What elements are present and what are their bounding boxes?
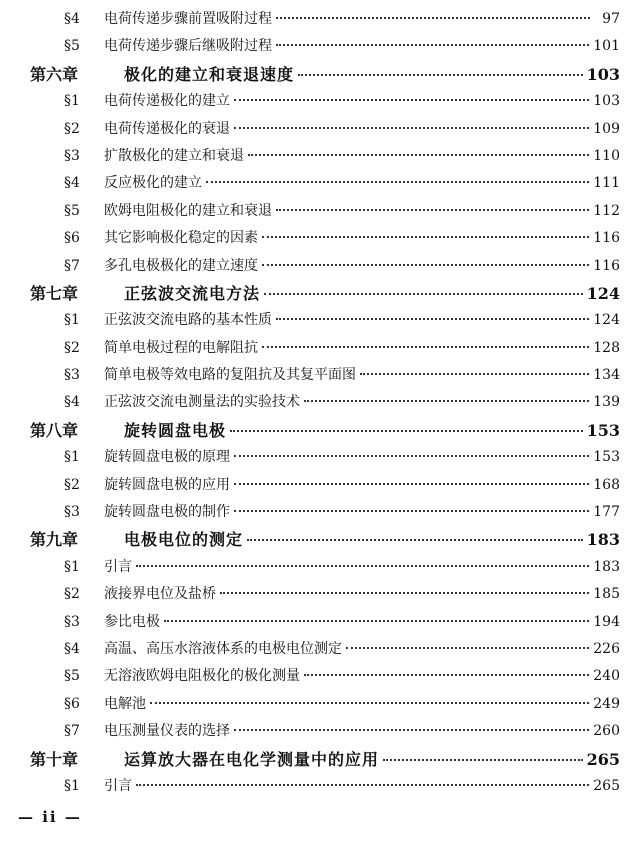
dot-leader <box>234 729 589 731</box>
toc-section-row <box>30 773 620 800</box>
section-title: 多孔电极极化的建立速度 <box>104 257 258 274</box>
page-number: 103 <box>586 64 620 84</box>
section-number: §7 <box>64 723 80 740</box>
section-number: §1 <box>64 558 80 575</box>
page-number: 103 <box>593 93 620 110</box>
section-number: §4 <box>64 394 80 411</box>
section-number: §1 <box>64 777 80 794</box>
toc-section-row <box>30 33 620 60</box>
page-number: 116 <box>593 257 620 274</box>
section-title: 扩散极化的建立和衰退 <box>104 147 244 164</box>
chapter-title: 运算放大器在电化学测量中的应用 <box>124 749 380 769</box>
dot-leader <box>276 209 589 211</box>
page-number-footer: — ii — <box>18 808 82 826</box>
page-number: 139 <box>593 394 620 411</box>
toc-section-row <box>30 307 620 334</box>
section-title: 电荷传递步骤前置吸附过程 <box>104 11 272 27</box>
dot-leader <box>304 674 589 676</box>
section-number: §3 <box>64 613 80 630</box>
dot-leader <box>264 293 583 295</box>
section-title: 高温、高压水溶液体系的电极电位测定 <box>104 640 342 657</box>
toc-chapter-row <box>30 746 620 773</box>
dot-leader <box>136 784 589 786</box>
toc-section-row <box>30 472 620 499</box>
toc-section-row <box>30 554 620 581</box>
section-number: §2 <box>64 339 80 356</box>
page-number: 111 <box>593 175 620 192</box>
chapter-title: 正弦波交流电方法 <box>124 283 261 303</box>
dot-leader <box>234 455 589 457</box>
toc-section-row <box>30 335 620 362</box>
section-title: 参比电极 <box>104 613 160 630</box>
page-number: 260 <box>593 723 620 740</box>
toc-section-row <box>30 499 620 526</box>
page-number: 177 <box>593 504 620 521</box>
dot-leader <box>298 74 583 76</box>
section-title: 引言 <box>104 558 132 575</box>
page-number: 116 <box>593 230 620 247</box>
dot-leader <box>276 44 589 46</box>
dot-leader <box>276 17 590 19</box>
toc-section-row <box>30 663 620 690</box>
page-number: 249 <box>593 695 620 712</box>
toc-chapter-row <box>30 61 620 88</box>
toc-section-row <box>30 198 620 225</box>
toc-section-row <box>30 116 620 143</box>
toc-section-row <box>30 362 620 389</box>
section-number: §1 <box>64 449 80 466</box>
page-number: 128 <box>593 339 620 356</box>
dot-leader <box>206 181 589 183</box>
dot-leader <box>262 236 589 238</box>
page-number: 194 <box>593 613 620 630</box>
page-number: 134 <box>593 367 620 384</box>
section-title: 正弦波交流电测量法的实验技术 <box>104 394 300 411</box>
section-number: §4 <box>64 175 80 192</box>
section-title: 简单电极等效电路的复阻抗及其复平面图 <box>104 367 356 384</box>
section-number: §5 <box>64 202 80 219</box>
page-number: 153 <box>586 420 620 440</box>
page-number: 112 <box>593 202 620 219</box>
page-number: 97 <box>602 11 620 27</box>
chapter-title: 旋转圆盘电极 <box>124 420 227 440</box>
section-number: §6 <box>64 695 80 712</box>
toc-chapter-row <box>30 526 620 553</box>
chapter-number: 第六章 <box>30 64 79 84</box>
dot-leader <box>234 127 589 129</box>
chapter-title: 极化的建立和衰退速度 <box>124 64 295 84</box>
toc-section-row <box>30 88 620 115</box>
toc-section-row <box>30 636 620 663</box>
section-title: 电荷传递步骤后继吸附过程 <box>104 38 272 55</box>
dot-leader <box>247 539 583 541</box>
dot-leader <box>346 647 589 649</box>
section-title: 液接界电位及盐桥 <box>104 586 216 603</box>
section-number: §7 <box>64 257 80 274</box>
section-number: §1 <box>64 312 80 329</box>
toc-section-row <box>30 225 620 252</box>
chapter-number: 第八章 <box>30 420 79 440</box>
dot-leader <box>150 702 589 704</box>
page-number: 110 <box>593 147 620 164</box>
section-title: 电压测量仪表的选择 <box>104 723 230 740</box>
toc-section-row <box>30 143 620 170</box>
page-number: 265 <box>586 749 620 769</box>
table-of-contents <box>30 6 620 800</box>
section-title: 旋转圆盘电极的应用 <box>104 476 230 493</box>
page-number: 109 <box>593 120 620 137</box>
dot-leader <box>360 373 589 375</box>
chapter-number: 第九章 <box>30 530 79 550</box>
section-number: §4 <box>64 640 80 657</box>
section-title: 旋转圆盘电极的原理 <box>104 449 230 466</box>
dot-leader <box>276 318 589 320</box>
section-title: 简单电极过程的电解阻抗 <box>104 339 258 356</box>
dot-leader <box>262 346 589 348</box>
toc-chapter-row <box>30 417 620 444</box>
section-title: 正弦波交流电路的基本性质 <box>104 312 272 329</box>
dot-leader <box>262 264 589 266</box>
toc-section-row <box>30 170 620 197</box>
toc-section-row <box>30 6 620 33</box>
page-number: 124 <box>593 312 620 329</box>
page-number: 183 <box>586 530 620 550</box>
page-number: 185 <box>593 586 620 603</box>
page-number: 168 <box>593 476 620 493</box>
section-title: 无溶液欧姆电阻极化的极化测量 <box>104 668 300 685</box>
section-number: §3 <box>64 367 80 384</box>
dot-leader <box>230 430 583 432</box>
section-title: 其它影响极化稳定的因素 <box>104 230 258 247</box>
page-number: 124 <box>586 283 620 303</box>
page-number: 265 <box>593 777 620 794</box>
dot-leader <box>164 620 589 622</box>
page-number: 226 <box>593 640 620 657</box>
page-number: 153 <box>593 449 620 466</box>
section-number: §2 <box>64 476 80 493</box>
toc-section-row <box>30 718 620 745</box>
section-number: §6 <box>64 230 80 247</box>
toc-chapter-row <box>30 280 620 307</box>
section-number: §2 <box>64 586 80 603</box>
section-title: 电荷传递极化的建立 <box>104 93 230 110</box>
section-title: 旋转圆盘电极的制作 <box>104 504 230 521</box>
page-number: 240 <box>593 668 620 685</box>
section-number: §2 <box>64 120 80 137</box>
section-number: §4 <box>64 11 80 27</box>
section-title: 反应极化的建立 <box>104 175 202 192</box>
section-title: 电荷传递极化的衰退 <box>104 120 230 137</box>
dot-leader <box>248 154 589 156</box>
section-number: §3 <box>64 147 80 164</box>
section-title: 引言 <box>104 777 132 794</box>
dot-leader <box>234 99 589 101</box>
section-number: §3 <box>64 504 80 521</box>
chapter-number: 第十章 <box>30 749 79 769</box>
toc-section-row <box>30 444 620 471</box>
dot-leader <box>234 483 589 485</box>
toc-section-row <box>30 389 620 416</box>
page-number: 101 <box>593 38 620 55</box>
toc-section-row <box>30 253 620 280</box>
dot-leader <box>304 400 589 402</box>
toc-section-row <box>30 691 620 718</box>
toc-section-row <box>30 581 620 608</box>
dot-leader <box>234 510 589 512</box>
section-number: §5 <box>64 38 80 55</box>
chapter-number: 第七章 <box>30 283 79 303</box>
dot-leader <box>220 592 589 594</box>
toc-section-row <box>30 609 620 636</box>
dot-leader <box>383 759 583 761</box>
section-number: §1 <box>64 93 80 110</box>
page-number: 183 <box>593 558 620 575</box>
section-number: §5 <box>64 668 80 685</box>
section-title: 欧姆电阻极化的建立和衰退 <box>104 202 272 219</box>
chapter-title: 电极电位的测定 <box>124 530 244 550</box>
dot-leader <box>136 565 589 567</box>
section-title: 电解池 <box>104 695 146 712</box>
